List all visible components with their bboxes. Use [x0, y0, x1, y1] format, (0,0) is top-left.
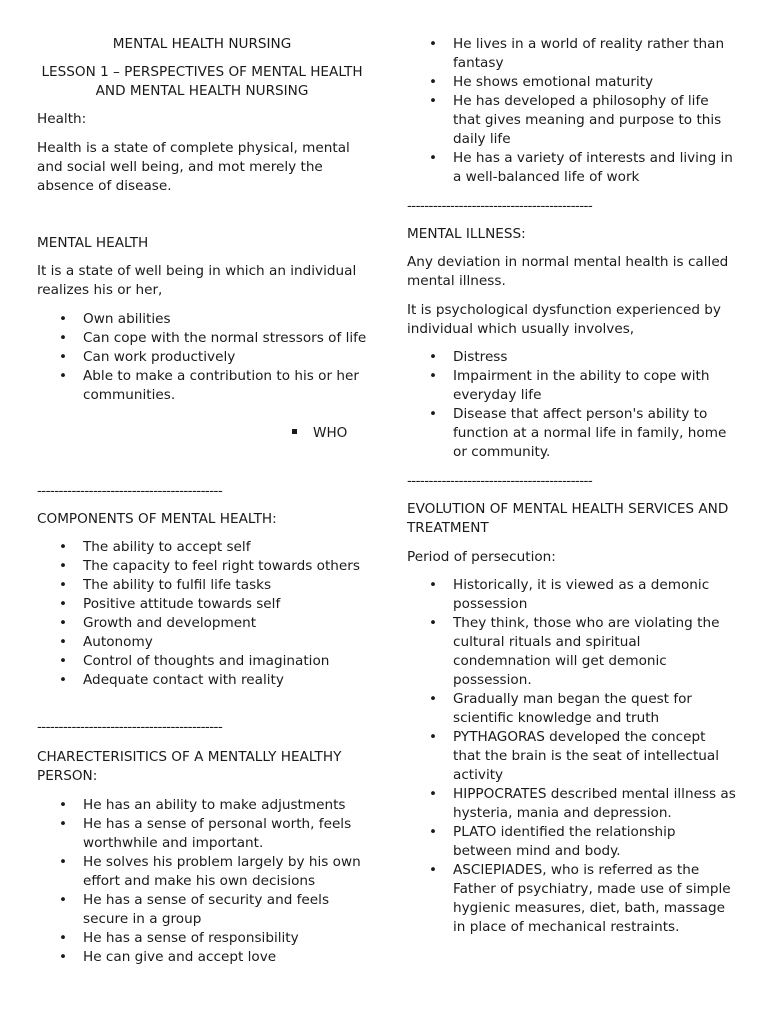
mental-illness-description: It is psychological dysfunction experienced by individual which usually involves, [407, 302, 721, 337]
list-item: • Autonomy [37, 633, 367, 652]
list-item: • The ability to accept self [37, 538, 367, 557]
list-item: • Own abilities [37, 310, 367, 329]
list-item: • Historically, it is viewed as a demonic possession [407, 576, 737, 614]
list-item: • PLATO identified the relationship between mind and body. [407, 823, 737, 861]
divider: ------------------------------------------- [407, 198, 593, 214]
list-item: • He shows emotional maturity [407, 73, 737, 92]
list-item: • HIPPOCRATES described mental illness as hysteria, mania and depression. [407, 785, 737, 823]
list-item: • PYTHAGORAS developed the concept that the brain is the seat of intellectual activity [407, 728, 737, 785]
divider: ------------------------------------------- [407, 473, 593, 489]
list-item: • He has an ability to make adjustments [37, 796, 367, 815]
health-definition: Health is a state of complete physical, mental and social well being, and mot merely the absence of disease. [37, 140, 350, 194]
list-item: • The ability to fulfil life tasks [37, 576, 367, 595]
characteristics-list [37, 796, 367, 967]
mental-illness-heading: MENTAL ILLNESS: [407, 226, 526, 242]
list-item: • He solves his problem largely by his own effort and make his own decisions [37, 853, 367, 891]
list-item: • Gradually man began the quest for scientific knowledge and truth [407, 690, 737, 728]
list-item: • He lives in a world of reality rather than fantasy [407, 35, 737, 73]
components-heading: COMPONENTS OF MENTAL HEALTH: [37, 511, 277, 527]
mental-illness-definition: Any deviation in normal mental health is called mental illness. [407, 254, 729, 289]
list-item: • The capacity to feel right towards others [37, 557, 367, 576]
square-bullet-icon [292, 429, 297, 434]
list-item: • Control of thoughts and imagination [37, 652, 367, 671]
mental-health-definition: It is a state of well being in which an individual realizes his or her, [37, 263, 357, 298]
list-item: • He has a sense of security and feels secure in a group [37, 891, 367, 929]
list-item: • He has developed a philosophy of life that gives meaning and purpose to this daily life [407, 92, 737, 149]
list-item: • Impairment in the ability to cope with everyday life [407, 367, 737, 405]
list-item: • He has a sense of personal worth, feels worthwhile and important. [37, 815, 367, 853]
list-item: • Distress [407, 348, 737, 367]
list-item: • He can give and accept love [37, 948, 367, 967]
list-item: • Growth and development [37, 614, 367, 633]
list-item: • Positive attitude towards self [37, 595, 367, 614]
list-item: • ASCIEPIADES, who is referred as the Father of psychiatry, made use of simple hygienic measures, diet, bath, massage in place of mechanical restraints. [407, 861, 737, 937]
list-item: • Can work productively [37, 348, 367, 367]
lesson-title: LESSON 1 – PERSPECTIVES OF MENTAL HEALTH AND MENTAL HEALTH NURSING [41, 64, 363, 99]
list-item: • Able to make a contribution to his or her communities. [37, 367, 367, 405]
list-item: • He has a variety of interests and living in a well-balanced life of work [407, 149, 737, 187]
list-item: • Adequate contact with reality [37, 671, 367, 690]
characteristics-list-continued [407, 35, 737, 187]
mental-health-heading: MENTAL HEALTH [37, 235, 149, 251]
list-item: • They think, those who are violating the cultural rituals and spiritual condemnation will get demonic possession. [407, 614, 737, 690]
characteristics-heading: CHARECTERISITICS OF A MENTALLY HEALTHY PERSON: [37, 749, 342, 784]
health-label: Health: [37, 111, 87, 127]
components-list [37, 538, 367, 690]
who-citation [37, 424, 347, 443]
list-item: • Disease that affect person's ability to function at a normal life in family, home or community. [407, 405, 737, 462]
evolution-list [407, 576, 737, 937]
evolution-heading: EVOLUTION OF MENTAL HEALTH SERVICES AND TREATMENT [407, 501, 729, 536]
divider: ------------------------------------------- [37, 719, 223, 735]
list-item: • Can cope with the normal stressors of life [37, 329, 367, 348]
doc-title: MENTAL HEALTH NURSING [112, 36, 292, 52]
period-label: Period of persecution: [407, 549, 556, 565]
divider: ------------------------------------------- [37, 483, 223, 499]
mental-health-list [37, 310, 367, 405]
mental-illness-list [407, 348, 737, 462]
who-label: WHO [313, 425, 348, 441]
list-item: • He has a sense of responsibility [37, 929, 367, 948]
